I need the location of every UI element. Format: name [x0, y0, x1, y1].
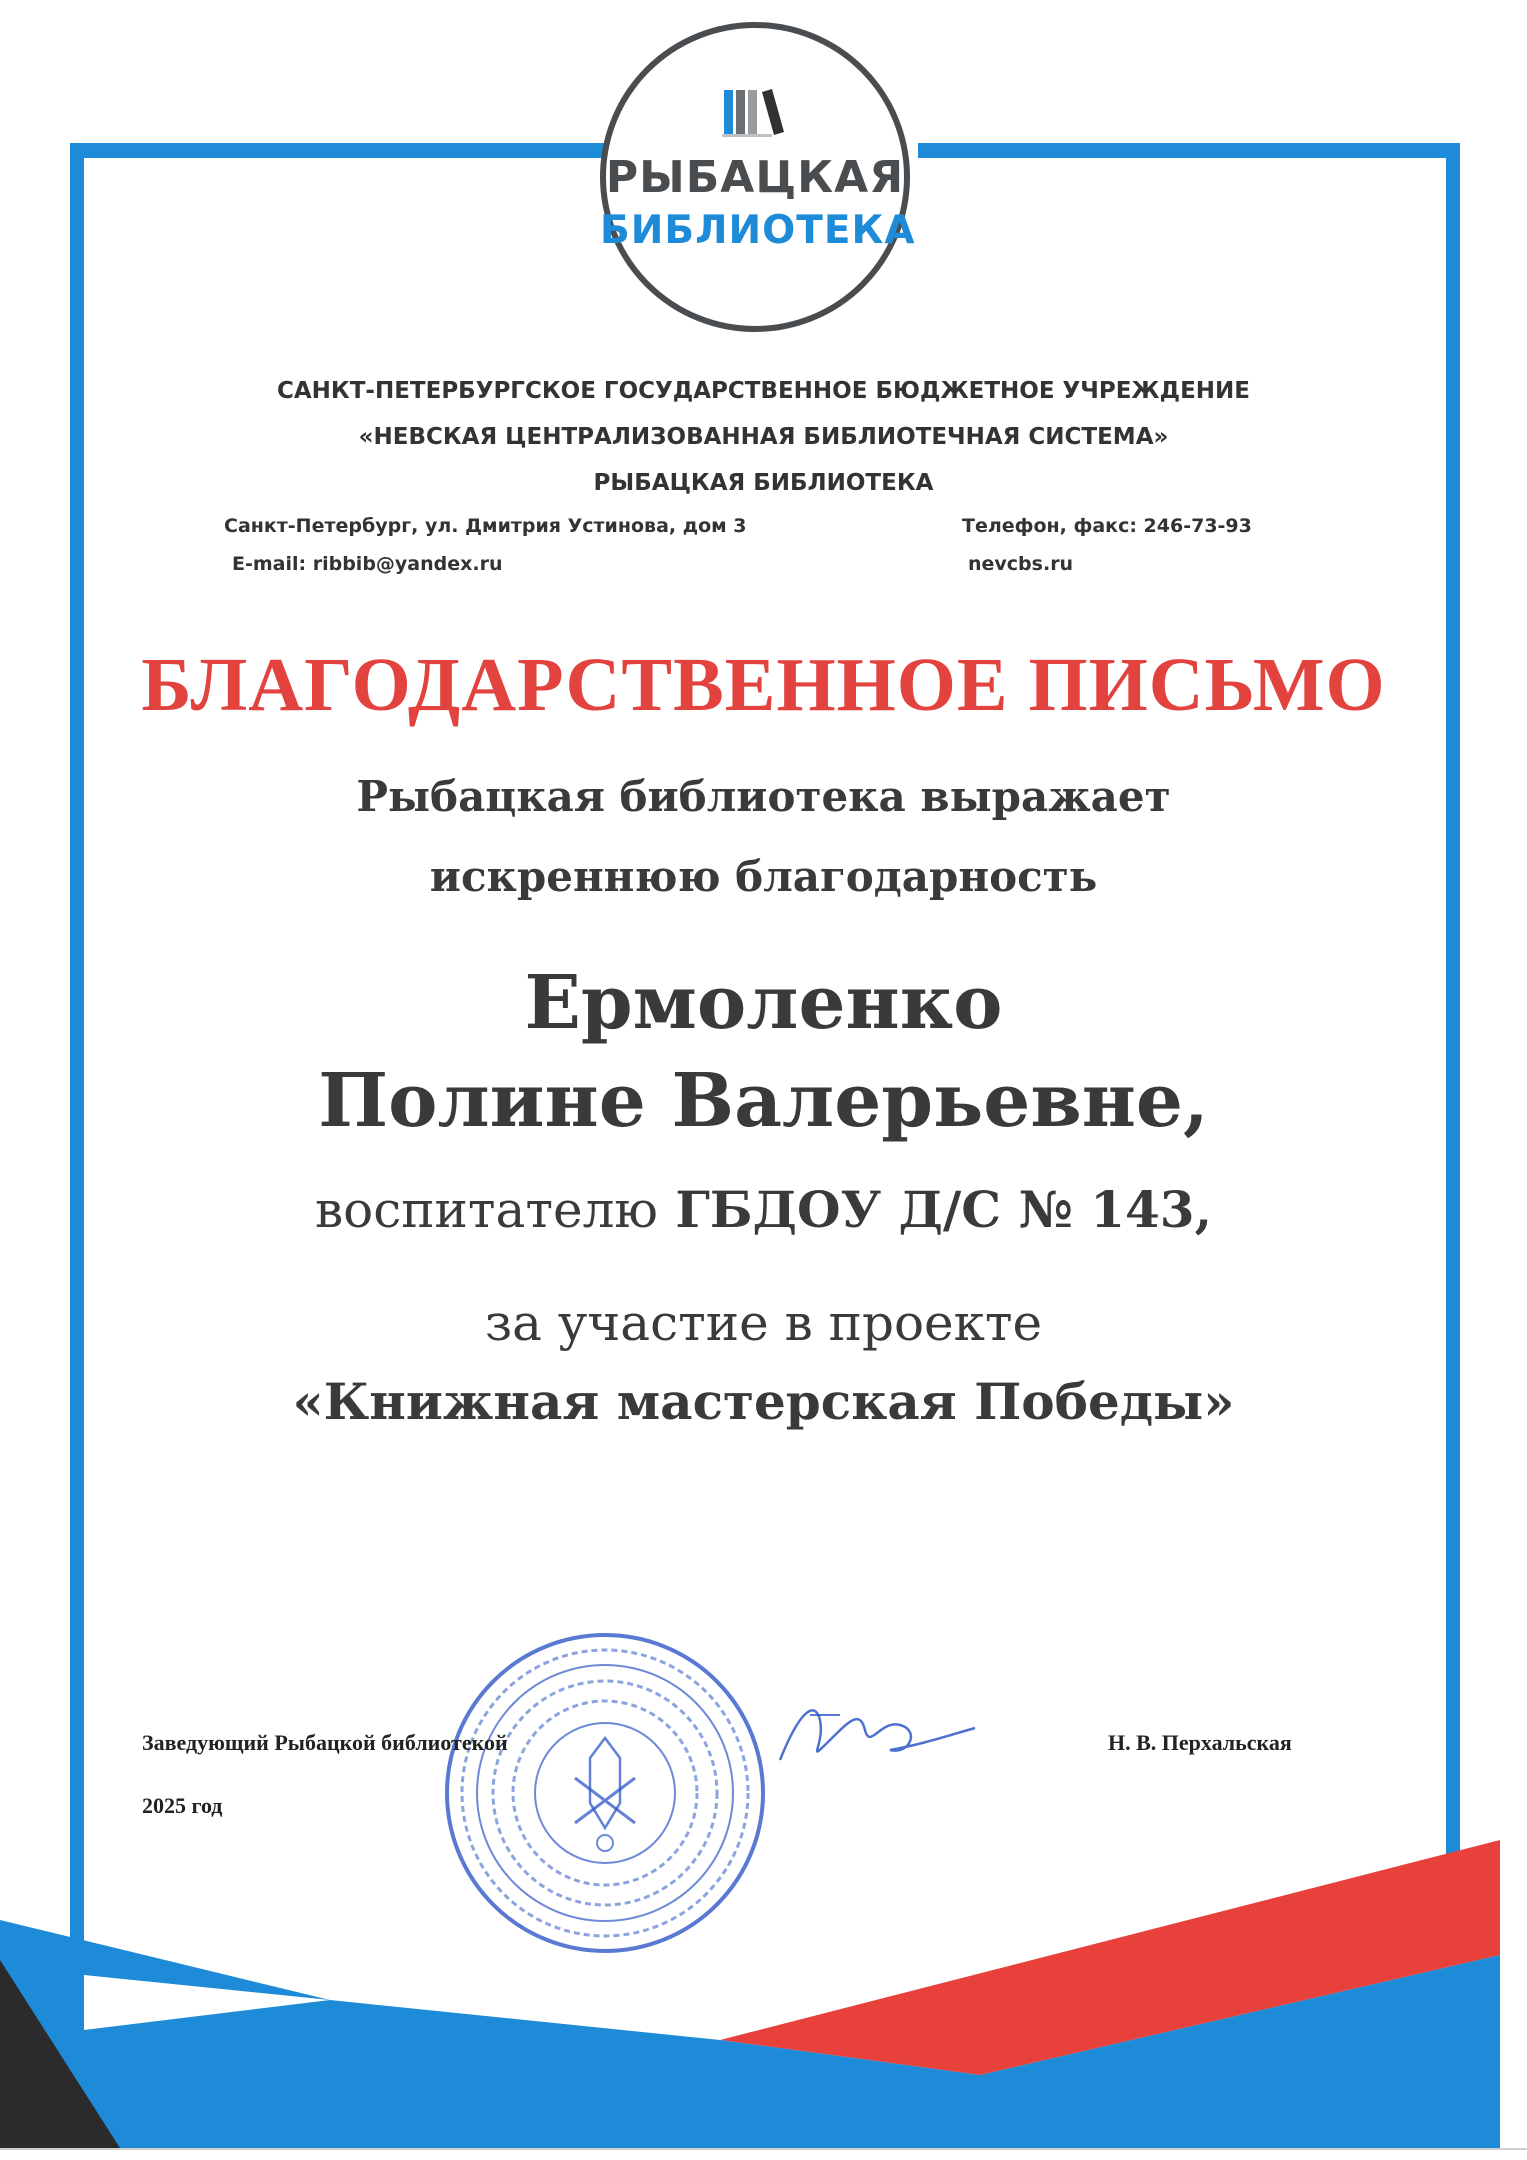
phone: Телефон, факс: 246-73-93: [962, 515, 1252, 537]
books-icon: [722, 86, 788, 138]
project-name: «Книжная мастерская Победы»: [292, 1372, 1235, 1431]
intro-line1: Рыбацкая библиотека выражает: [356, 772, 1171, 821]
scan-edge: [0, 2148, 1527, 2150]
website: nevcbs.ru: [968, 553, 1074, 575]
signature-icon: [770, 1690, 980, 1780]
header-library: РЫБАЦКАЯ БИБЛИОТЕКА: [593, 470, 934, 496]
header-institution: САНКТ-ПЕТЕРБУРГСКОЕ ГОСУДАРСТВЕННОЕ БЮДЖЕТНОЕ УЧРЕЖДЕНИЕ: [277, 378, 1250, 404]
logo-text-line1: РЫБАЦКАЯ: [605, 152, 905, 203]
logo-text-line2: БИБЛИОТЕКА: [600, 208, 916, 253]
header-system: «НЕВСКАЯ ЦЕНТРАЛИЗОВАННАЯ БИБЛИОТЕЧНАЯ СИСТЕМА»: [358, 424, 1169, 450]
recipient-position: [90, 1180, 1437, 1239]
signer-title: Заведующий Рыбацкой библиотекой: [142, 1730, 508, 1755]
address: Санкт-Петербург, ул. Дмитрия Устинова, дом 3: [224, 515, 747, 537]
position-org: ГБДОУ Д/С № 143,: [675, 1180, 1213, 1239]
year: 2025 год: [142, 1793, 223, 1818]
signer-name: Н. В. Перхальская: [1108, 1730, 1292, 1755]
reason-line: за участие в проекте: [484, 1294, 1043, 1352]
intro-line2: искреннюю благодарность: [429, 852, 1098, 901]
recipient-surname: Ермоленко: [524, 960, 1003, 1046]
letter-title: БЛАГОДАРСТВЕННОЕ ПИСЬМО: [141, 643, 1386, 727]
library-stamp: [440, 1628, 770, 1958]
email: E-mail: ribbib@yandex.ru: [232, 553, 503, 575]
position-prefix: воспитателю: [314, 1181, 658, 1239]
recipient-name: Полине Валерьевне,: [318, 1058, 1209, 1144]
